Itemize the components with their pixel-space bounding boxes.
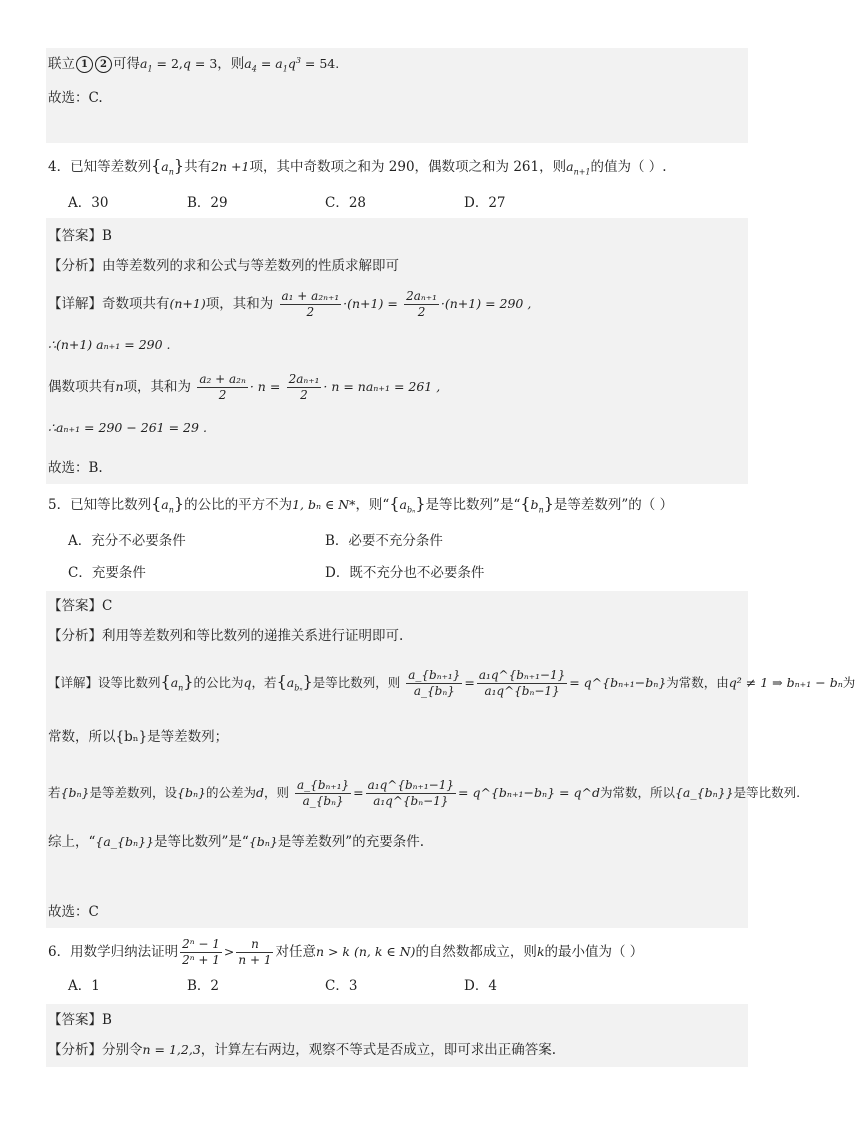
q4-detail-2: ∴(n+1) aₙ₊₁ = 290 . <box>48 337 171 352</box>
q4-detail-5: 故选：B. <box>48 460 103 476</box>
q5-option-b[interactable]: B．必要不充分条件 <box>325 533 443 549</box>
q6-answer: 【答案】B <box>48 1012 112 1028</box>
q4-option-b[interactable]: B．29 <box>187 195 228 211</box>
q4-detail-3: 偶数项共有n项，其和为 $\frac{\text{a₂ + a₂ₙ}}{2}$ · n = $\frac{\text{2aₙ₊₁}}{2}$ · n = naₙ₊₁ = 261 , <box>48 372 441 402</box>
q4-detail-1: 【详解】奇数项共有(n+1)项，其和为 $\frac{\text{a₁ + a₂ₙ₊₁}}{2}$ ·(n+1) = $\frac{\text{2aₙ₊₁}}{2}$ ·(n+1) = 290 , <box>48 289 532 319</box>
q4-analysis: 【分析】由等差数列的求和公式与等差数列的性质求解即可 <box>48 258 399 274</box>
q6-option-c[interactable]: C．3 <box>325 978 358 994</box>
q3-detail-line: 联立 1 2 可得$a_1 = 2,q = 3$，则$a_4 = a_1q^3 = 54$. <box>48 55 340 74</box>
q4-option-a[interactable]: A．30 <box>68 195 109 211</box>
q6-option-d[interactable]: D．4 <box>464 978 497 994</box>
q6-stem: 6．用数学归纳法证明 $\frac{\text{2ⁿ − 1}}{\text{2ⁿ + 1}}$ > $\frac{n}{n + 1}$ 对任意n > k (n, k ∈ N)的自然数都成立，则k的最小值为（ ） <box>48 937 644 967</box>
q5-detail-1-cont: 常数，所以{bₙ}是等差数列； <box>48 729 229 745</box>
q4-detail-4: ∴aₙ₊₁ = 290 − 261 = 29 . <box>48 420 207 435</box>
q4-option-c[interactable]: C．28 <box>325 195 367 211</box>
q4-stem: 4．已知等差数列$\{a_n\}$共有2n +1项，其中奇数项之和为 290，偶数项之和为 261，则$a_{n+1}$的值为（ ）. <box>48 156 667 177</box>
q4-option-d[interactable]: D．27 <box>464 195 506 211</box>
q4-answer: 【答案】B <box>48 228 112 244</box>
q5-detail-2: 若{bₙ}是等差数列，设{bₙ}的公差为d，则 $\frac{\text{a\_\{bₙ₊₁\}}}{\text{a\_\{bₙ\}}}$ = $\frac{\text{a₁q\textasciicircum{}\{bₙ₊₁−1\}}}{\text{a₁q\textasciicircum{}\{bₙ−1\}}}$ = q^{bₙ₊₁−bₙ} = q^d为常数，所以{a_{bₙ}}是等比数列. <box>48 778 801 808</box>
q3-choice-line: 故选：C. <box>48 90 103 106</box>
q5-option-a[interactable]: A．充分不必要条件 <box>68 533 186 549</box>
q6-analysis: 【分析】分别令n = 1,2,3，计算左右两边，观察不等式是否成立，即可求出正确答案. <box>48 1042 557 1058</box>
q5-option-c[interactable]: C．充要条件 <box>68 565 146 581</box>
q5-analysis: 【分析】利用等差数列和等比数列的递推关系进行证明即可. <box>48 628 404 644</box>
q5-detail-4: 故选：C <box>48 904 99 920</box>
q6-option-b[interactable]: B．2 <box>187 978 220 994</box>
circled-one-icon: 1 <box>76 56 93 73</box>
q5-detail-3: 综上，“{a_{bₙ}}是等比数列”是“{bₙ}是等差数列”的充要条件. <box>48 834 424 850</box>
circled-two-icon: 2 <box>95 56 112 73</box>
q5-stem: 5．已知等比数列$\{a_n\}$的公比的平方不为1, bₙ ∈ N*，则“$\{a_{b_n}\}$是等比数列”是“$\{b_n\}$是等差数列”的（ ） <box>48 494 674 515</box>
q5-answer: 【答案】C <box>48 598 113 614</box>
q5-detail-1: 【详解】设等比数列$\{a_n\}$的公比为q，若$\{a_{b_n}\}$是等比数列，则 $\frac{\text{a\_\{bₙ₊₁\}}}{\text{a\_\{bₙ\}}}$ = $\frac{\text{a₁q\textasciicircum{}\{bₙ₊₁−1\}}}{\text{a₁q\textasciicircum{}\{bₙ−1\}}}$ = q^{bₙ₊₁−bₙ}为常数，由q² ≠ 1 ⇒ bₙ₊₁ − bₙ为 <box>48 668 855 698</box>
q6-option-a[interactable]: A．1 <box>68 978 100 994</box>
q5-option-d[interactable]: D．既不充分也不必要条件 <box>325 565 485 581</box>
